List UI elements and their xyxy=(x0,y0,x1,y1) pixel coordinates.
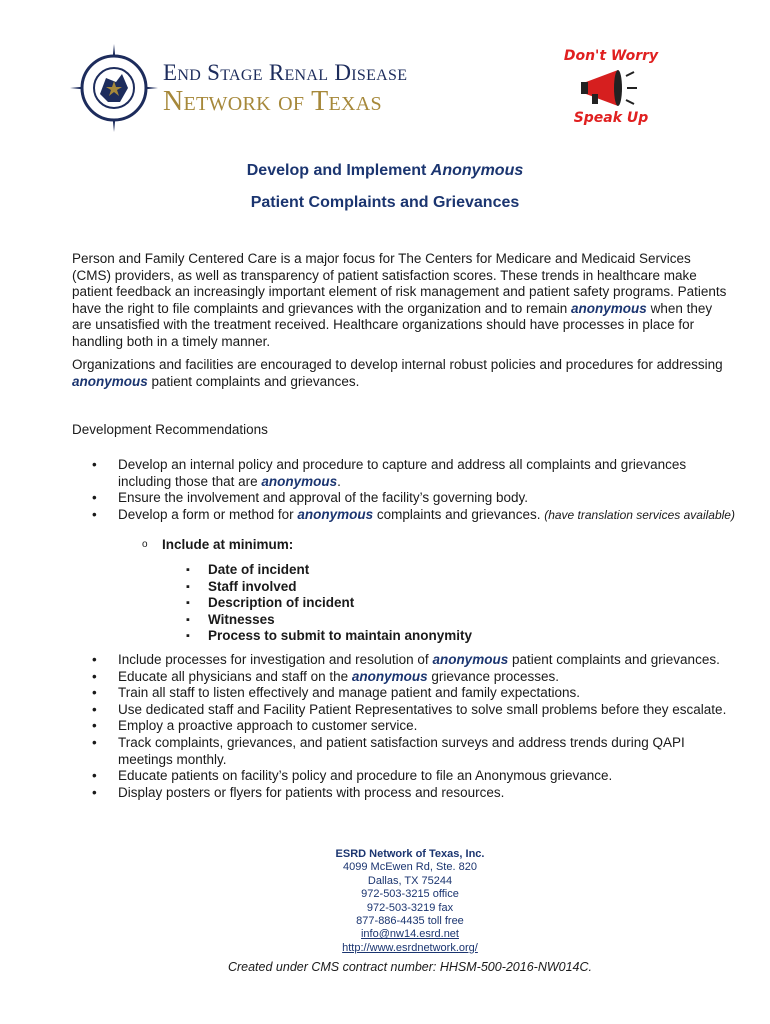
intro-p2-text-b: patient complaints and grievances. xyxy=(147,373,360,389)
logo-name-line2: Network of Texas xyxy=(163,86,382,117)
list-item xyxy=(118,652,738,669)
include-minimum-label: Include at minimum: xyxy=(162,537,294,552)
list-item xyxy=(118,457,738,490)
megaphone-icon xyxy=(578,66,644,110)
item-text-end: patient complaints and grievances. xyxy=(508,652,720,667)
contact-block xyxy=(0,848,770,955)
intro-p1-emphasis: anonymous xyxy=(571,300,647,316)
list-item: • Employ a proactive approach to customer service. xyxy=(118,718,738,735)
item-text-end: complaints and grievances. xyxy=(373,506,545,522)
item-text: Educate all physicians and staff on the xyxy=(118,668,352,684)
contact-address1: 4099 McEwen Rd, Ste. 820 xyxy=(343,861,477,874)
list-item: ▪ Process to submit to maintain anonymity xyxy=(208,628,472,645)
list-item: ▪ Staff involved xyxy=(208,579,472,596)
contract-footer: Created under CMS contract number: HHSM-500-2016-NW014C. xyxy=(227,960,593,974)
list-item xyxy=(118,490,738,507)
section-title: Development Recommendations xyxy=(72,422,268,437)
list-item: ▪ Date of incident xyxy=(208,562,472,579)
esrd-seal-icon xyxy=(70,44,158,132)
list-item xyxy=(118,507,738,524)
contact-address2: Dallas, TX 75244 xyxy=(367,874,453,887)
item-text: Include processes for investigation and resolution of xyxy=(118,652,433,667)
intro-paragraph-2 xyxy=(72,357,732,390)
list-item: • Educate patients on facility’s policy and procedure to file an Anonymous grievance. xyxy=(118,768,738,785)
title-emphasis: Anonymous xyxy=(430,162,524,179)
circle-bullet-icon: o xyxy=(142,539,148,550)
list-item: • Display posters or flyers for patients with process and resources. xyxy=(118,785,738,802)
item-emphasis: anonymous xyxy=(351,668,428,684)
intro-p2-text-a: Organizations and facilities are encouraged to develop internal robust policies and procedures for addressing xyxy=(72,357,723,372)
page-title-line1 xyxy=(0,162,770,180)
list-item: • Use dedicated staff and Facility Patient Representatives to solve small problems before they escalate. xyxy=(118,702,738,719)
title-prefix: Develop and Implement xyxy=(246,162,431,179)
contact-tollfree: 877-886-4435 toll free xyxy=(356,915,464,928)
translation-note: (have translation services available) xyxy=(544,507,735,522)
contact-org: ESRD Network of Texas, Inc. xyxy=(335,848,485,860)
list-item: ▪ Description of incident xyxy=(208,595,472,612)
list-item: • Track complaints, grievances, and patient satisfaction surveys and address trends during QAPI meetings monthly. xyxy=(118,735,738,768)
contact-fax: 972-503-3219 fax xyxy=(366,901,454,914)
contact-email-link[interactable]: info@nw14.esrd.net xyxy=(360,928,459,941)
page-title-line2: Patient Complaints and Grievances xyxy=(250,194,520,211)
list-item: • Train all staff to listen effectively and manage patient and family expectations. xyxy=(118,685,738,702)
intro-p2-emphasis: anonymous xyxy=(72,373,148,389)
item-text: Develop a form or method for xyxy=(118,506,298,522)
item-text-end: . xyxy=(337,473,341,489)
badge-bottom-text: Speak Up xyxy=(573,110,649,126)
esrd-logo xyxy=(70,44,430,132)
item-text: Ensure the involvement and approval of the facility’s governing body. xyxy=(118,490,528,506)
item-text: Develop an internal policy and procedure to capture and address all complaints and grievances including those that are xyxy=(118,457,687,489)
item-emphasis: anonymous xyxy=(261,473,338,489)
minimum-items-list xyxy=(208,562,472,645)
item-emphasis: anonymous xyxy=(297,506,374,522)
intro-p1-text-b: when they are unsatisfied with the treatment received. Healthcare organizations should have processes in place for handling both in a timely manner. xyxy=(72,300,713,349)
speak-up-badge xyxy=(556,48,666,132)
badge-top-text: Don't Worry xyxy=(563,48,659,64)
recommendations-list-bottom xyxy=(118,652,738,801)
item-text-end: grievance processes. xyxy=(427,668,559,684)
intro-paragraph-1 xyxy=(72,251,732,351)
intro-p1-text-a: Person and Family Centered Care is a major focus for The Centers for Medicare and Medicaid Services (CMS) providers, as well as transparency of patient satisfaction scores. These trends in healthcare make patient feedback an increasingly important element of risk management and patient safety programs. Patients have the right to file complaints and grievances with the organization and to remain xyxy=(72,251,727,316)
contact-website-link[interactable]: http://www.esrdnetwork.org/ xyxy=(342,941,478,954)
list-item xyxy=(118,669,738,686)
item-emphasis: anonymous xyxy=(432,652,509,667)
recommendations-list-top xyxy=(118,457,738,523)
list-item: ▪ Witnesses xyxy=(208,612,472,629)
logo-name-line1: End Stage Renal Disease xyxy=(163,60,408,85)
contact-office-phone: 972-503-3215 office xyxy=(361,888,459,901)
